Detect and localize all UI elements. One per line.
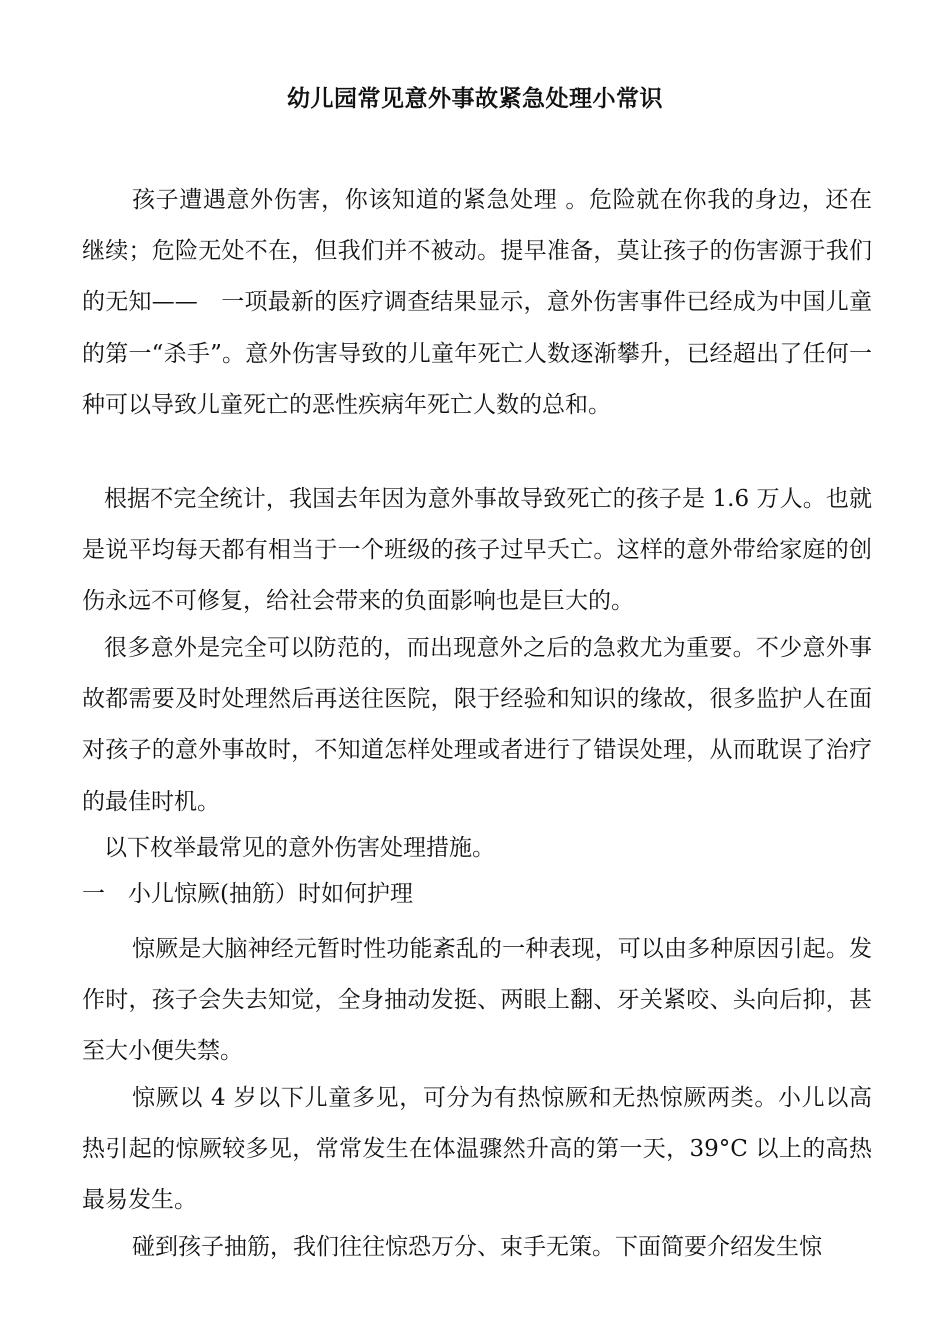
section-heading-convulsion: 一 小儿惊厥(抽筋）时如何护理: [82, 881, 413, 907]
paragraph-intro: 孩子遭遇意外伤害，你该知道的紧急处理 。危险就在你我的身边，还在继续；危险无处不在，但我们并不被动。提早准备，莫让孩子的伤害源于我们的无知—— 一项最新的医疗调查结果显示，意外伤害事件已经成为中国儿童的第一“杀手”。意外伤害导致的儿童年死亡人数逐渐攀升，已经超出了任何一种可以导致儿童死亡的恶性疾病年死亡人数的总和。: [82, 187, 872, 418]
paragraph-convulsion-definition: 惊厥是大脑神经元暂时性功能紊乱的一种表现，可以由多种原因引起。发作时，孩子会失去知觉，全身抽动发挺、两眼上翻、牙关紧咬、头向后抑，甚至大小便失禁。: [82, 936, 872, 1065]
page-title: 幼儿园常见意外事故紧急处理小常识: [287, 86, 663, 112]
paragraph-convulsion-age: 惊厥以 4 岁以下儿童多见，可分为有热惊厥和无热惊厥两类。小儿以高热引起的惊厥较多见，常常发生在体温骤然升高的第一天，39°C 以上的高热最易发生。: [82, 1085, 872, 1214]
paragraph-convulsion-response: 碰到孩子抽筋，我们往往惊恐万分、束手无策。下面简要介绍发生惊: [132, 1234, 822, 1260]
paragraph-list-intro: 以下枚举最常见的意外伤害处理措施。: [104, 835, 495, 861]
paragraph-statistics: 根据不完全统计，我国去年因为意外事故导致死亡的孩子是 1.6 万人。也就是说平均每天都有相当于一个班级的孩子过早夭亡。这样的意外带给家庭的创伤永远不可修复，给社会带来的负面影响也是巨大的。: [82, 486, 872, 615]
paragraph-prevention: 很多意外是完全可以防范的，而出现意外之后的急救尤为重要。不少意外事故都需要及时处理然后再送往医院，限于经验和知识的缘故，很多监护人在面对孩子的意外事故时，不知道怎样处理或者进行了错误处理，从而耽误了治疗的最佳时机。: [82, 635, 872, 815]
